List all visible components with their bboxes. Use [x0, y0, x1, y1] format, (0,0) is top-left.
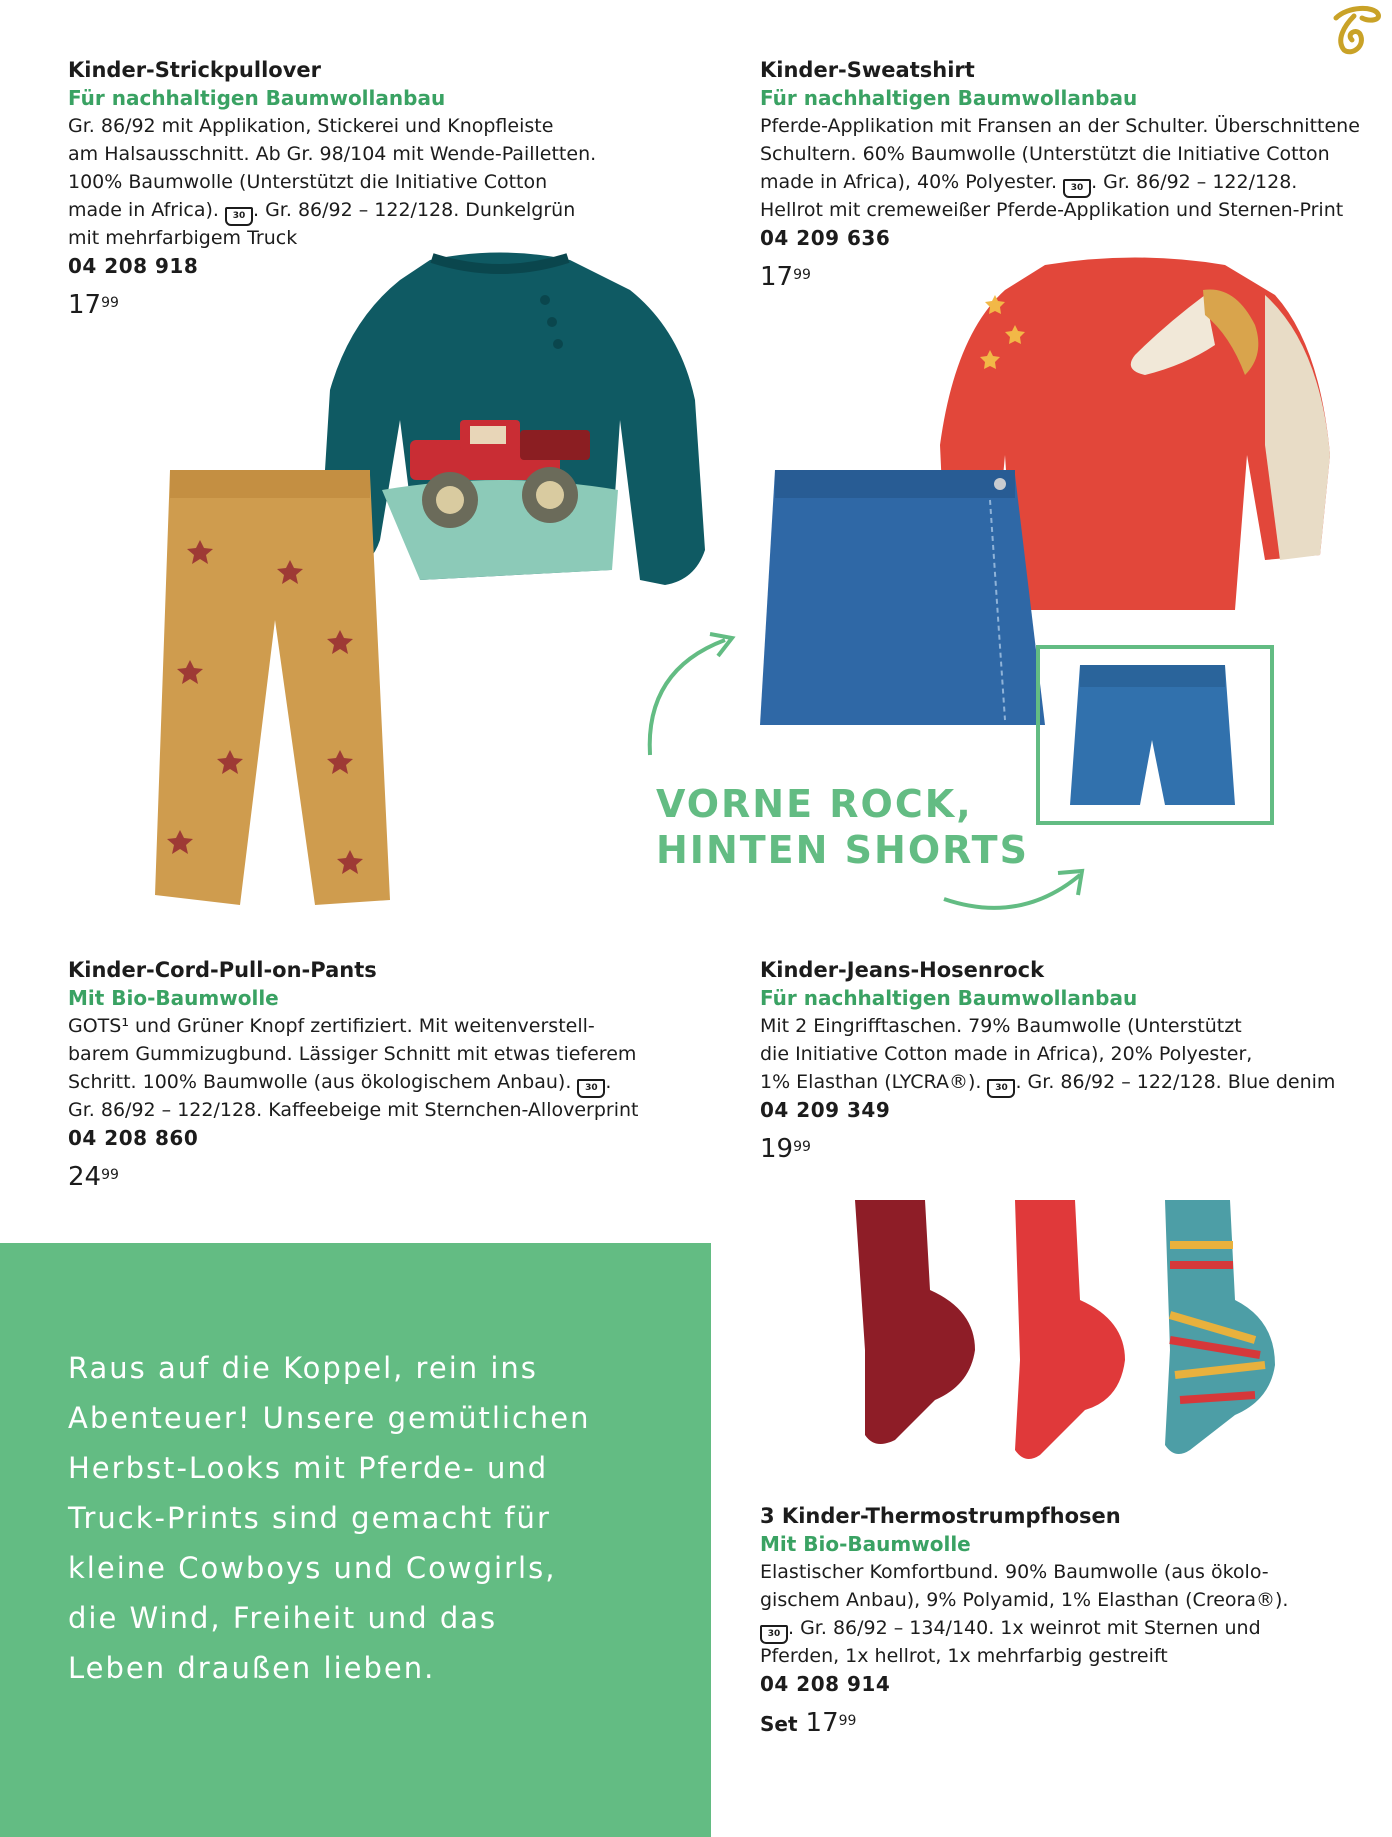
desc-line: 100% Baumwolle (Unterstützt die Initiative Cotton — [68, 171, 548, 193]
price-main: 17 — [805, 1708, 839, 1738]
product-jeans-hosenrock — [760, 956, 1360, 1164]
article-number: 04 209 636 — [760, 226, 891, 250]
desc-line: gischem Anbau), 9% Polyamid, 1% Elasthan (Creora®). — [760, 1589, 1289, 1611]
product-description — [68, 1012, 648, 1124]
denim-skort-image — [760, 470, 1045, 735]
product-description — [760, 1558, 1360, 1670]
article-number: 04 208 914 — [760, 1672, 891, 1696]
curved-arrow-right-icon — [940, 865, 1090, 935]
cord-pants-image — [140, 470, 400, 910]
price-cents: 99 — [838, 1713, 857, 1729]
product-name: Kinder-Jeans-Hosenrock — [760, 958, 1045, 982]
price-cents: 99 — [101, 295, 119, 311]
product-description — [68, 112, 648, 252]
wash-30-icon: 30 — [225, 207, 253, 226]
price-main: 17 — [760, 262, 794, 292]
desc-line: Pferden, 1x hellrot, 1x mehrfarbig gestreift — [760, 1645, 1168, 1667]
thermal-tights-image — [835, 1200, 1275, 1490]
price-main: 17 — [68, 290, 102, 320]
product-description — [760, 1012, 1360, 1096]
tagline-text — [68, 1343, 688, 1693]
desc-line: GOTS¹ und Grüner Knopf zertifiziert. Mit weitenverstell- — [68, 1015, 595, 1037]
price-main: 19 — [760, 1134, 794, 1164]
tagline-line: Abenteuer! Unsere gemütlichen — [68, 1401, 591, 1435]
desc-line: made in Africa), 40% Polyester. — [760, 171, 1058, 193]
article-number: 04 209 349 — [760, 1098, 891, 1122]
desc-line: Schultern. 60% Baumwolle (Unterstützt die Initiative Cotton — [760, 143, 1330, 165]
tagline-line: die Wind, Freiheit und das — [68, 1601, 498, 1635]
tagline-line: Truck-Prints sind gemacht für — [68, 1501, 551, 1535]
price-cents: 99 — [793, 1139, 811, 1155]
price-prefix: Set — [760, 1712, 798, 1736]
denim-shorts-image — [1070, 660, 1235, 810]
product-subtitle: Mit Bio-Baumwolle — [760, 1532, 971, 1556]
desc-line: am Halsausschnitt. Ab Gr. 98/104 mit Wende-Pailletten. — [68, 143, 597, 165]
desc-line: . Gr. 86/92 – 134/140. 1x weinrot mit Sternen und — [788, 1617, 1261, 1639]
desc-line: . Gr. 86/92 – 122/128. Blue denim — [1015, 1071, 1336, 1093]
price-main: 24 — [68, 1162, 102, 1192]
desc-line: made in Africa). — [68, 199, 219, 221]
product-subtitle: Für nachhaltigen Baumwollanbau — [760, 86, 1138, 110]
wash-30-icon: 30 — [760, 1625, 788, 1644]
price — [760, 1708, 1360, 1739]
desc-line: Gr. 86/92 mit Applikation, Stickerei und Knopfleiste — [68, 115, 554, 137]
product-name: Kinder-Sweatshirt — [760, 58, 975, 82]
product-cord-pants — [68, 956, 648, 1192]
product-name: Kinder-Strickpullover — [68, 58, 321, 82]
desc-line: Schritt. 100% Baumwolle (aus ökologischem Anbau). — [68, 1071, 572, 1093]
price-cents: 99 — [793, 267, 811, 283]
desc-line: Mit 2 Eingrifftaschen. 79% Baumwolle (Unterstützt — [760, 1015, 1242, 1037]
article-number: 04 208 860 — [68, 1126, 199, 1150]
tagline-line: kleine Cowboys und Cowgirls, — [68, 1551, 557, 1585]
desc-line: barem Gummizugbund. Lässiger Schnitt mit etwas tieferem — [68, 1043, 637, 1065]
tchibo-logo-icon — [1326, 4, 1384, 56]
tagline-line: Herbst-Looks mit Pferde- und — [68, 1451, 549, 1485]
desc-line: . Gr. 86/92 – 122/128. — [1091, 171, 1298, 193]
product-description — [760, 112, 1360, 224]
desc-line: Elastischer Komfortbund. 90% Baumwolle (aus ökolo- — [760, 1561, 1269, 1583]
product-thermostrumpfhosen — [760, 1502, 1360, 1739]
desc-line: mit mehrfarbigem Truck — [68, 227, 298, 249]
wash-30-icon: 30 — [1063, 179, 1091, 198]
tagline-line: Raus auf die Koppel, rein ins — [68, 1351, 538, 1385]
callout-line: VORNE ROCK, — [656, 782, 973, 826]
price — [68, 1162, 648, 1192]
product-subtitle: Mit Bio-Baumwolle — [68, 986, 279, 1010]
wash-30-icon: 30 — [987, 1079, 1015, 1098]
price — [760, 1134, 1360, 1164]
product-name: Kinder-Cord-Pull-on-Pants — [68, 958, 377, 982]
desc-line: die Initiative Cotton made in Africa), 20% Polyester, — [760, 1043, 1253, 1065]
product-name: 3 Kinder-Thermostrumpfhosen — [760, 1504, 1121, 1528]
tagline-line: Leben draußen lieben. — [68, 1651, 436, 1685]
desc-line: . — [605, 1071, 612, 1093]
skort-callout — [656, 781, 1029, 873]
product-subtitle: Für nachhaltigen Baumwollanbau — [760, 986, 1138, 1010]
curved-arrow-up-icon — [640, 630, 740, 760]
desc-line: Hellrot mit cremeweißer Pferde-Applikation und Sternen-Print — [760, 199, 1344, 221]
desc-line: . Gr. 86/92 – 122/128. Dunkelgrün — [253, 199, 576, 221]
wash-30-icon: 30 — [577, 1079, 605, 1098]
callout-line: HINTEN SHORTS — [656, 828, 1029, 872]
desc-line: Gr. 86/92 – 122/128. Kaffeebeige mit Sternchen-Alloverprint — [68, 1099, 639, 1121]
desc-line: Pferde-Applikation mit Fransen an der Schulter. Überschnittene — [760, 115, 1360, 137]
price-cents: 99 — [101, 1167, 119, 1183]
desc-line: 1% Elasthan (LYCRA®). — [760, 1071, 982, 1093]
article-number: 04 208 918 — [68, 254, 199, 278]
product-subtitle: Für nachhaltigen Baumwollanbau — [68, 86, 446, 110]
